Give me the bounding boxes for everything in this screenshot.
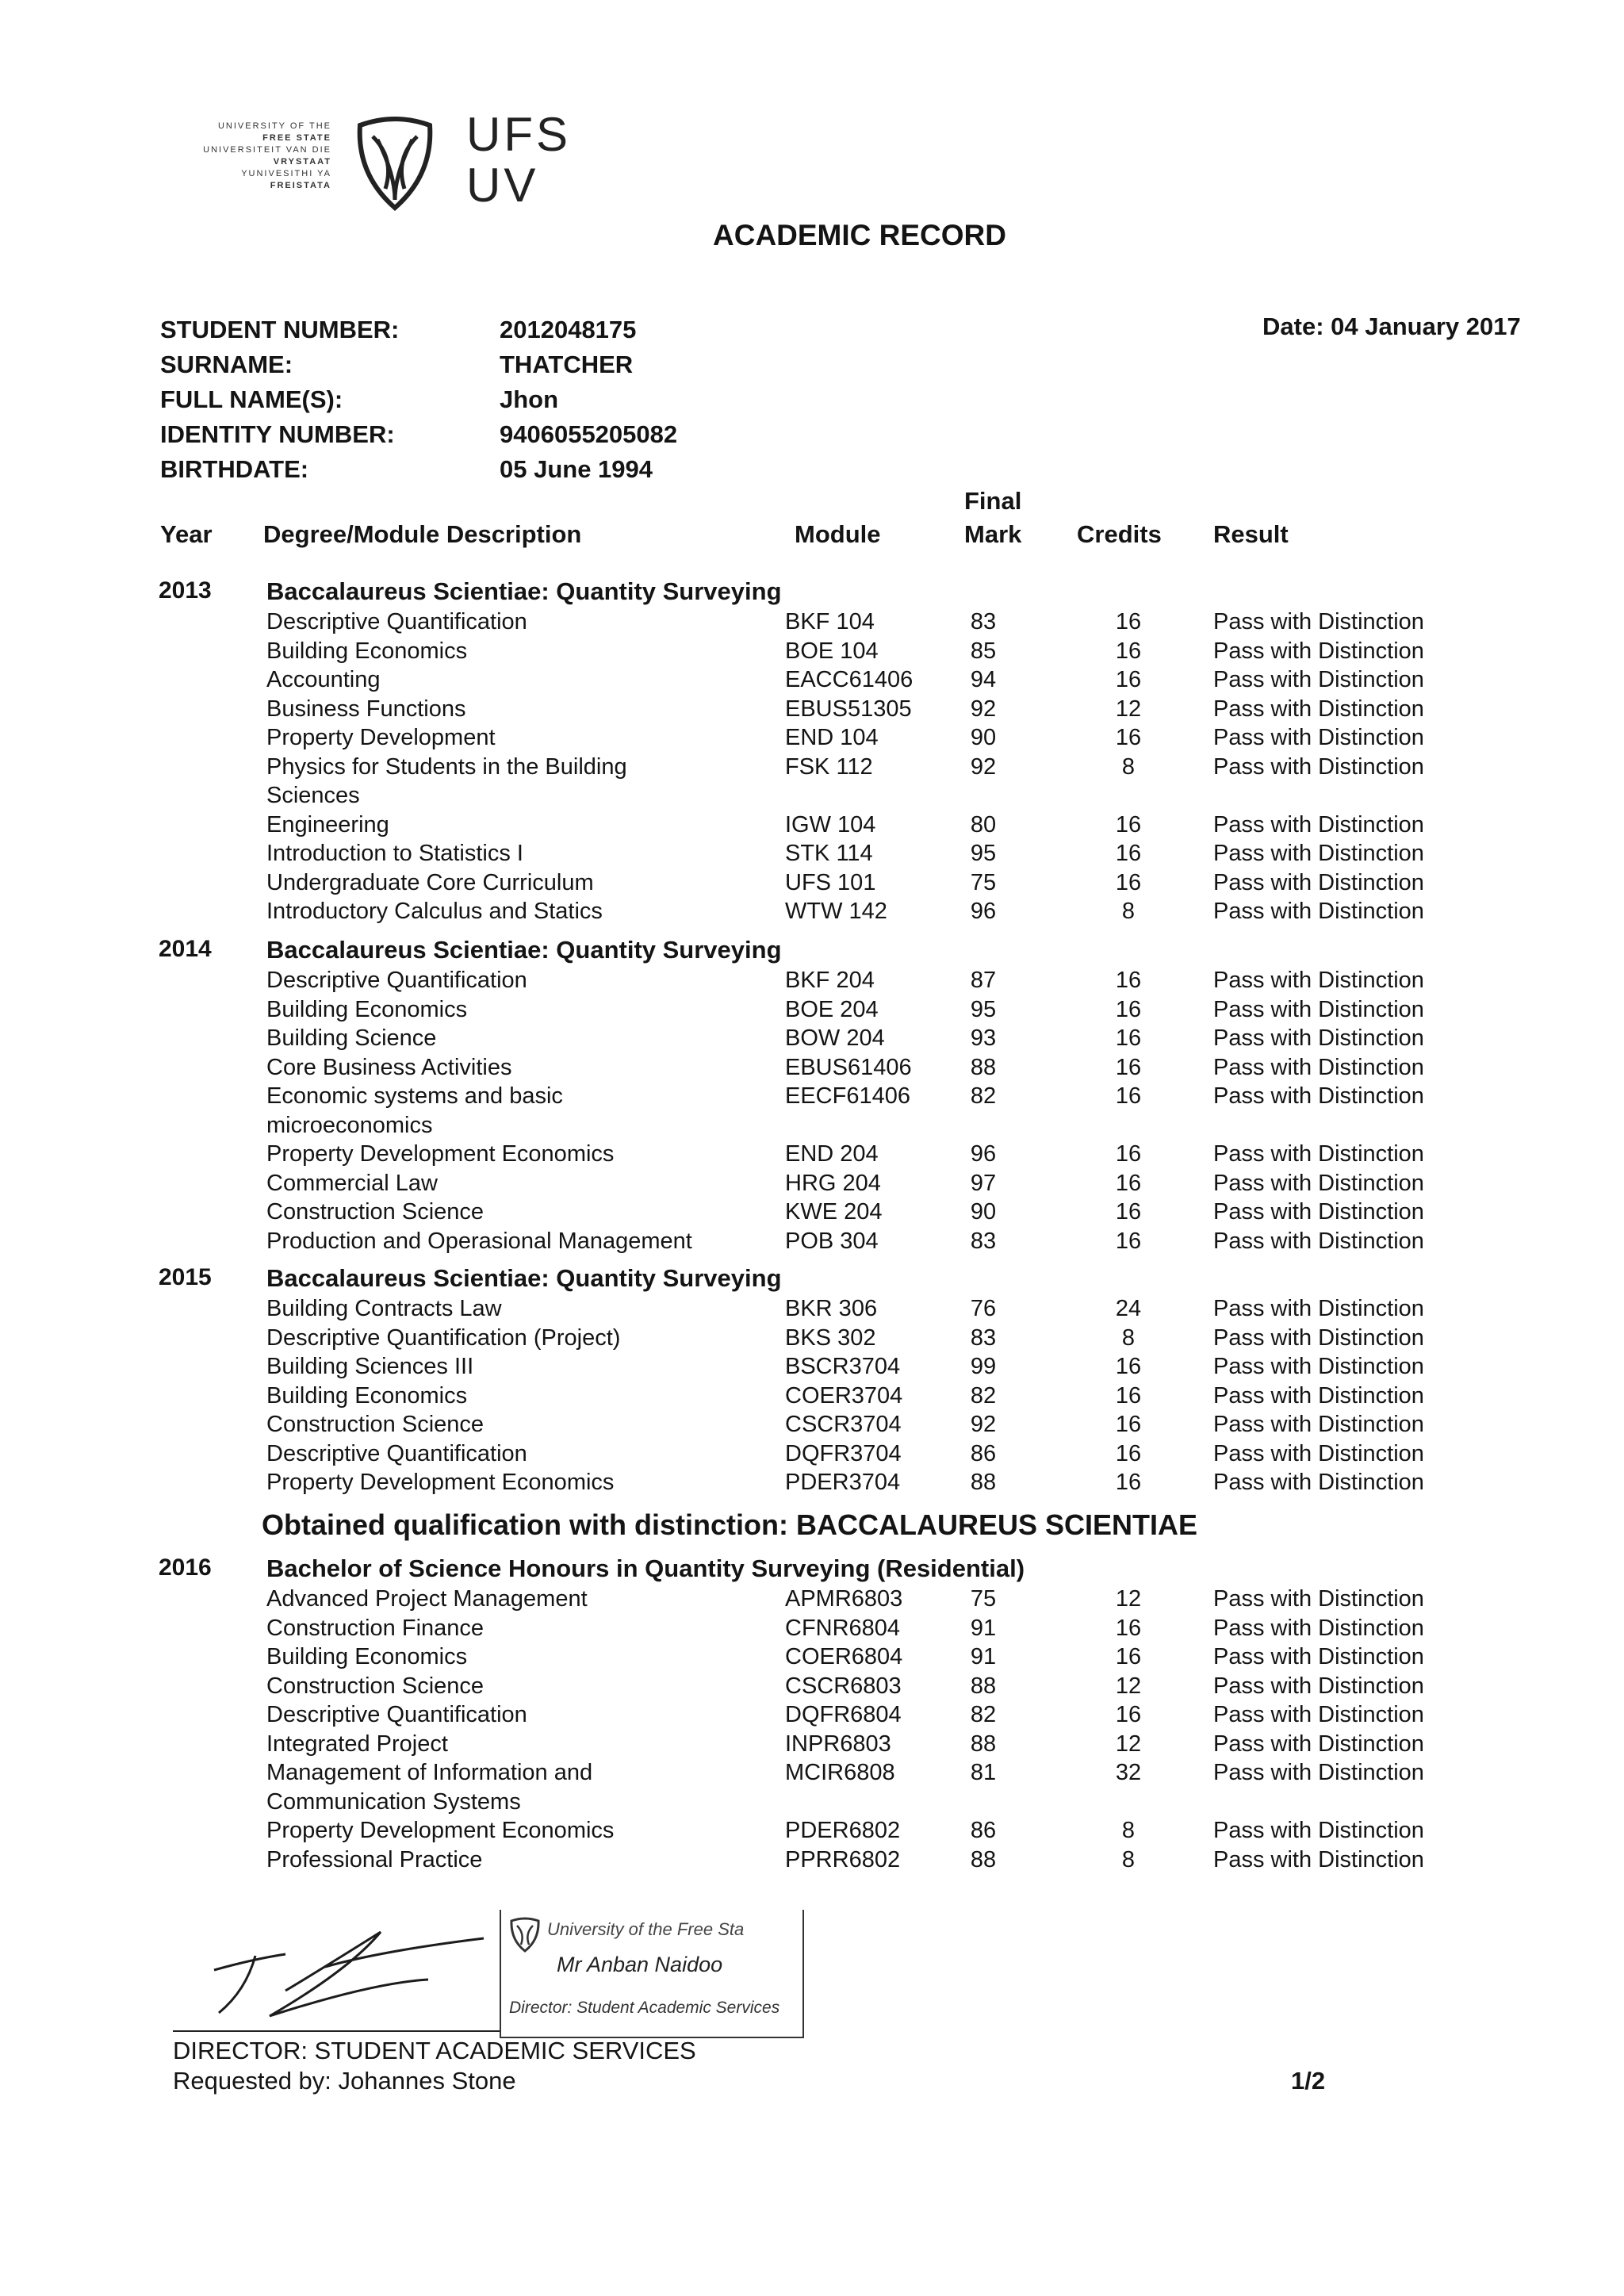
official-stamp: [500, 1910, 804, 2038]
result: Pass with Distinction: [1213, 841, 1424, 866]
module-code: PDER6802: [785, 1818, 901, 1843]
module-code: MCIR6808: [785, 1760, 895, 1785]
final-mark: 91: [970, 1644, 997, 1669]
module-description: Building Sciences III: [266, 1354, 474, 1379]
module-description: Economic systems and basic: [266, 1083, 563, 1109]
credits: 16: [1115, 869, 1142, 895]
student-number-label: STUDENT NUMBER:: [160, 316, 400, 343]
module-description: Descriptive Quantification: [266, 609, 527, 634]
final-mark: 80: [970, 811, 997, 838]
director-title: DIRECTOR: STUDENT ACADEMIC SERVICES: [173, 2037, 696, 2064]
final-mark: 82: [970, 1382, 997, 1409]
result: Pass with Distinction: [1213, 1470, 1424, 1495]
credits: 16: [1115, 1382, 1142, 1409]
module-description: Descriptive Quantification: [266, 968, 527, 993]
module-description: Engineering: [266, 811, 389, 838]
final-mark: 95: [970, 841, 997, 866]
credits: 16: [1115, 1440, 1142, 1466]
result: Pass with Distinction: [1213, 1382, 1424, 1409]
module-code: COER6804: [785, 1644, 903, 1669]
module-code: PPRR6802: [785, 1846, 901, 1872]
result: Pass with Distinction: [1213, 899, 1424, 924]
module-description: Construction Science: [266, 1199, 485, 1225]
final-mark: 96: [970, 899, 997, 924]
col-header-description: Degree/Module Description: [263, 520, 582, 548]
final-mark: 99: [970, 1354, 997, 1379]
credits: 16: [1115, 609, 1142, 634]
result: Pass with Distinction: [1213, 1083, 1424, 1109]
module-description: Construction Finance: [266, 1615, 485, 1641]
result: Pass with Distinction: [1213, 609, 1424, 634]
module-row: [0, 1024, 1624, 1053]
result: Pass with Distinction: [1213, 1673, 1424, 1699]
final-mark: 83: [970, 1228, 997, 1254]
module-row: [0, 1410, 1624, 1439]
result: Pass with Distinction: [1213, 1296, 1424, 1321]
module-code: HRG 204: [785, 1170, 881, 1196]
final-mark: 75: [970, 1586, 997, 1612]
module-row: [0, 1352, 1624, 1382]
result: Pass with Distinction: [1213, 1586, 1424, 1612]
module-code: STK 114: [785, 841, 873, 866]
module-code: CSCR6803: [785, 1673, 902, 1699]
module-code: EECF61406: [785, 1083, 910, 1109]
ufs-shield-logo-icon: [354, 111, 436, 213]
module-description: Building Contracts Law: [266, 1296, 502, 1321]
module-description: Construction Science: [266, 1673, 485, 1699]
credits: 16: [1115, 1644, 1142, 1669]
result: Pass with Distinction: [1213, 968, 1424, 993]
surname-label: SURNAME:: [160, 351, 293, 378]
year-label: 2016: [159, 1554, 212, 1581]
module-row: [0, 1730, 1624, 1759]
final-mark: 88: [970, 1731, 997, 1757]
col-header-final: Final: [964, 487, 1022, 515]
credits: 8: [1121, 1846, 1136, 1872]
final-mark: 88: [970, 1846, 997, 1872]
module-row: [0, 753, 1624, 782]
logo-text-ufs: UFS: [466, 108, 571, 161]
module-description: Descriptive Quantification: [266, 1702, 527, 1727]
module-description: Integrated Project: [266, 1731, 448, 1757]
result: Pass with Distinction: [1213, 1644, 1424, 1669]
module-code: BKR 306: [785, 1296, 878, 1321]
birthdate-value: 05 June 1994: [500, 455, 653, 483]
module-row: [0, 1468, 1624, 1497]
credits: 16: [1115, 667, 1142, 692]
result: Pass with Distinction: [1213, 725, 1424, 750]
univ-line: FREE STATE: [262, 133, 331, 143]
final-mark: 75: [970, 869, 997, 895]
module-code: EBUS61406: [785, 1054, 912, 1080]
module-description: Property Development Economics: [266, 1470, 615, 1495]
result: Pass with Distinction: [1213, 1025, 1424, 1051]
module-description: Commercial Law: [266, 1170, 438, 1196]
result: Pass with Distinction: [1213, 1170, 1424, 1196]
page-number: 1/2: [1291, 2067, 1326, 2095]
module-row: [0, 1082, 1624, 1111]
module-row: [0, 723, 1624, 753]
requested-by: Requested by: Johannes Stone: [173, 2067, 516, 2095]
module-code: UFS 101: [785, 869, 876, 895]
credits: 16: [1115, 841, 1142, 866]
module-row: [0, 1294, 1624, 1324]
qualification-statement: Obtained qualification with distinction: BACCALAUREUS SCIENTIAE: [262, 1508, 1198, 1541]
module-description: Building Economics: [266, 1382, 468, 1409]
module-code: COER3704: [785, 1382, 903, 1409]
module-description-cont: Sciences: [266, 783, 360, 808]
module-description: Business Functions: [266, 696, 466, 722]
module-description: Building Economics: [266, 1644, 468, 1669]
final-mark: 93: [970, 1025, 997, 1051]
year-label: 2015: [159, 1264, 212, 1290]
module-row: [0, 811, 1624, 840]
module-code: BOE 204: [785, 996, 879, 1022]
logo-text-uv: UV: [466, 159, 539, 212]
final-mark: 90: [970, 725, 997, 750]
final-mark: 97: [970, 1170, 997, 1196]
result: Pass with Distinction: [1213, 1354, 1424, 1379]
final-mark: 92: [970, 696, 997, 722]
module-row: [0, 1169, 1624, 1198]
module-code: DQFR3704: [785, 1440, 902, 1466]
credits: 16: [1115, 638, 1142, 664]
stamp-name: Mr Anban Naidoo: [557, 1953, 723, 1976]
result: Pass with Distinction: [1213, 667, 1424, 692]
module-description: Building Economics: [266, 996, 468, 1022]
final-mark: 76: [970, 1296, 997, 1321]
result: Pass with Distinction: [1213, 1054, 1424, 1080]
module-row: [0, 1700, 1624, 1730]
birthdate-label: BIRTHDATE:: [160, 455, 309, 483]
result: Pass with Distinction: [1213, 1760, 1424, 1785]
module-description: Descriptive Quantification: [266, 1440, 527, 1466]
result: Pass with Distinction: [1213, 1412, 1424, 1437]
module-code: IGW 104: [785, 811, 876, 838]
module-description: Advanced Project Management: [266, 1586, 588, 1612]
final-mark: 95: [970, 996, 997, 1022]
credits: 16: [1115, 1083, 1142, 1109]
credits: 16: [1115, 725, 1142, 750]
module-description: Building Science: [266, 1025, 437, 1051]
university-name-block: [203, 121, 331, 192]
credits: 16: [1115, 1615, 1142, 1641]
module-code: POB 304: [785, 1228, 879, 1254]
module-description: Property Development Economics: [266, 1818, 615, 1843]
module-description: Property Development Economics: [266, 1141, 615, 1167]
surname-value: THATCHER: [500, 351, 634, 378]
result: Pass with Distinction: [1213, 1324, 1424, 1351]
result: Pass with Distinction: [1213, 1846, 1424, 1872]
module-row: [0, 637, 1624, 666]
final-mark: 92: [970, 753, 997, 780]
module-row: [0, 1053, 1624, 1083]
result: Pass with Distinction: [1213, 753, 1424, 780]
module-row: [0, 1758, 1624, 1788]
result: Pass with Distinction: [1213, 996, 1424, 1022]
credits: 12: [1115, 1586, 1142, 1612]
module-row: [0, 1614, 1624, 1643]
module-description: Descriptive Quantification (Project): [266, 1324, 621, 1351]
final-mark: 94: [970, 667, 997, 692]
module-code: APMR6803: [785, 1586, 903, 1612]
final-mark: 85: [970, 638, 997, 664]
univ-line: FREISTATA: [270, 181, 331, 190]
credits: 16: [1115, 1354, 1142, 1379]
document-title: ACADEMIC RECORD: [713, 219, 1006, 251]
module-row-continuation: [0, 781, 1624, 811]
programme-title: Baccalaureus Scientiae: Quantity Surveying: [266, 1264, 782, 1292]
module-row: [0, 1642, 1624, 1672]
result: Pass with Distinction: [1213, 1228, 1424, 1254]
module-code: BOW 204: [785, 1025, 885, 1051]
module-description: Production and Operasional Management: [266, 1228, 692, 1254]
module-row: [0, 839, 1624, 868]
result: Pass with Distinction: [1213, 1141, 1424, 1167]
result: Pass with Distinction: [1213, 1199, 1424, 1225]
credits: 12: [1115, 696, 1142, 722]
result: Pass with Distinction: [1213, 1702, 1424, 1727]
col-header-module: Module: [795, 520, 881, 548]
credits: 12: [1115, 1673, 1142, 1699]
credits: 8: [1121, 1324, 1136, 1351]
credits: 16: [1115, 1170, 1142, 1196]
module-description: Physics for Students in the Building: [266, 753, 627, 780]
module-code: BKF 204: [785, 968, 875, 993]
module-row: [0, 1439, 1624, 1469]
module-code: EBUS51305: [785, 696, 912, 722]
final-mark: 83: [970, 609, 997, 634]
module-row: [0, 665, 1624, 695]
credits: 12: [1115, 1731, 1142, 1757]
year-label: 2013: [159, 577, 212, 604]
stamp-logo-icon: [509, 1916, 541, 1953]
final-mark: 96: [970, 1141, 997, 1167]
module-description-cont: Communication Systems: [266, 1788, 521, 1815]
col-header-mark: Mark: [964, 520, 1022, 548]
final-mark: 88: [970, 1054, 997, 1080]
identity-number-label: IDENTITY NUMBER:: [160, 420, 395, 448]
module-row-continuation: [0, 1111, 1624, 1140]
student-number-value: 2012048175: [500, 316, 637, 343]
result: Pass with Distinction: [1213, 696, 1424, 722]
module-row: [0, 1585, 1624, 1614]
final-mark: 87: [970, 968, 997, 993]
module-code: END 204: [785, 1141, 879, 1167]
logo-text: [466, 109, 571, 211]
module-description: Core Business Activities: [266, 1054, 512, 1080]
result: Pass with Distinction: [1213, 1818, 1424, 1843]
module-code: DQFR6804: [785, 1702, 902, 1727]
stamp-university: University of the Free Sta: [547, 1919, 745, 1939]
univ-line: UNIVERSITEIT VAN DIE: [203, 145, 331, 155]
module-code: KWE 204: [785, 1199, 883, 1225]
credits: 16: [1115, 996, 1142, 1022]
module-description: Property Development: [266, 725, 496, 750]
univ-line: UNIVERSITY OF THE: [217, 121, 331, 131]
module-code: BKF 104: [785, 609, 875, 634]
module-code: FSK 112: [785, 753, 873, 780]
credits: 24: [1115, 1296, 1142, 1321]
univ-line: YUNIVESITHI YA: [241, 169, 331, 178]
module-row: [0, 1198, 1624, 1227]
module-description: Accounting: [266, 667, 381, 692]
module-description-cont: microeconomics: [266, 1112, 433, 1138]
module-row: [0, 966, 1624, 995]
result: Pass with Distinction: [1213, 811, 1424, 838]
module-row: [0, 995, 1624, 1025]
final-mark: 91: [970, 1615, 997, 1641]
full-names-value: Jhon: [500, 385, 559, 413]
credits: 16: [1115, 1470, 1142, 1495]
module-code: BOE 104: [785, 638, 879, 664]
module-row: [0, 1227, 1624, 1256]
credits: 8: [1121, 1818, 1136, 1843]
module-row: [0, 868, 1624, 898]
module-description: Undergraduate Core Curriculum: [266, 869, 594, 895]
module-description: Introduction to Statistics I: [266, 841, 523, 866]
credits: 16: [1115, 1228, 1142, 1254]
credits: 16: [1115, 811, 1142, 838]
module-code: CFNR6804: [785, 1615, 901, 1641]
final-mark: 88: [970, 1470, 997, 1495]
final-mark: 83: [970, 1324, 997, 1351]
module-description: Construction Science: [266, 1412, 485, 1437]
module-description: Building Economics: [266, 638, 468, 664]
module-code: EACC61406: [785, 667, 914, 692]
final-mark: 90: [970, 1199, 997, 1225]
module-row: [0, 695, 1624, 724]
module-row: [0, 1672, 1624, 1701]
col-header-credits: Credits: [1077, 520, 1162, 548]
module-description: Introductory Calculus and Statics: [266, 899, 603, 924]
module-code: INPR6803: [785, 1731, 891, 1757]
module-description: Management of Information and: [266, 1760, 593, 1785]
module-row: [0, 608, 1624, 637]
credits: 16: [1115, 1199, 1142, 1225]
record-date: Date: 04 January 2017: [1262, 312, 1521, 340]
module-row: [0, 1816, 1624, 1846]
module-code: WTW 142: [785, 899, 887, 924]
final-mark: 82: [970, 1083, 997, 1109]
col-header-result: Result: [1213, 520, 1289, 548]
credits: 16: [1115, 1054, 1142, 1080]
credits: 16: [1115, 1412, 1142, 1437]
result: Pass with Distinction: [1213, 1731, 1424, 1757]
final-mark: 92: [970, 1412, 997, 1437]
result: Pass with Distinction: [1213, 1440, 1424, 1466]
full-names-label: FULL NAME(S):: [160, 385, 343, 413]
module-code: END 104: [785, 725, 879, 750]
module-description: Professional Practice: [266, 1846, 483, 1872]
module-row: [0, 897, 1624, 926]
result: Pass with Distinction: [1213, 638, 1424, 664]
credits: 16: [1115, 968, 1142, 993]
final-mark: 86: [970, 1440, 997, 1466]
module-code: PDER3704: [785, 1470, 901, 1495]
credits: 16: [1115, 1141, 1142, 1167]
module-row: [0, 1846, 1624, 1875]
result: Pass with Distinction: [1213, 869, 1424, 895]
module-code: CSCR3704: [785, 1412, 902, 1437]
module-code: BSCR3704: [785, 1354, 901, 1379]
year-label: 2014: [159, 936, 212, 962]
stamp-title: Director: Student Academic Services: [509, 1999, 780, 2017]
col-header-year: Year: [160, 520, 213, 548]
module-row: [0, 1140, 1624, 1169]
module-row: [0, 1382, 1624, 1411]
credits: 16: [1115, 1025, 1142, 1051]
credits: 32: [1115, 1760, 1142, 1785]
programme-title: Baccalaureus Scientiae: Quantity Surveying: [266, 577, 782, 605]
module-row-continuation: [0, 1788, 1624, 1817]
final-mark: 86: [970, 1818, 997, 1843]
programme-title: Bachelor of Science Honours in Quantity Surveying (Residential): [266, 1554, 1025, 1582]
director-signature: [167, 1903, 500, 2022]
final-mark: 82: [970, 1702, 997, 1727]
credits: 8: [1121, 899, 1136, 924]
credits: 16: [1115, 1702, 1142, 1727]
module-code: BKS 302: [785, 1324, 876, 1351]
module-row: [0, 1324, 1624, 1353]
final-mark: 81: [970, 1760, 997, 1785]
univ-line: VRYSTAAT: [273, 157, 331, 167]
final-mark: 88: [970, 1673, 997, 1699]
identity-number-value: 9406055205082: [500, 420, 678, 448]
programme-title: Baccalaureus Scientiae: Quantity Surveying: [266, 936, 782, 964]
result: Pass with Distinction: [1213, 1615, 1424, 1641]
credits: 8: [1121, 753, 1136, 780]
